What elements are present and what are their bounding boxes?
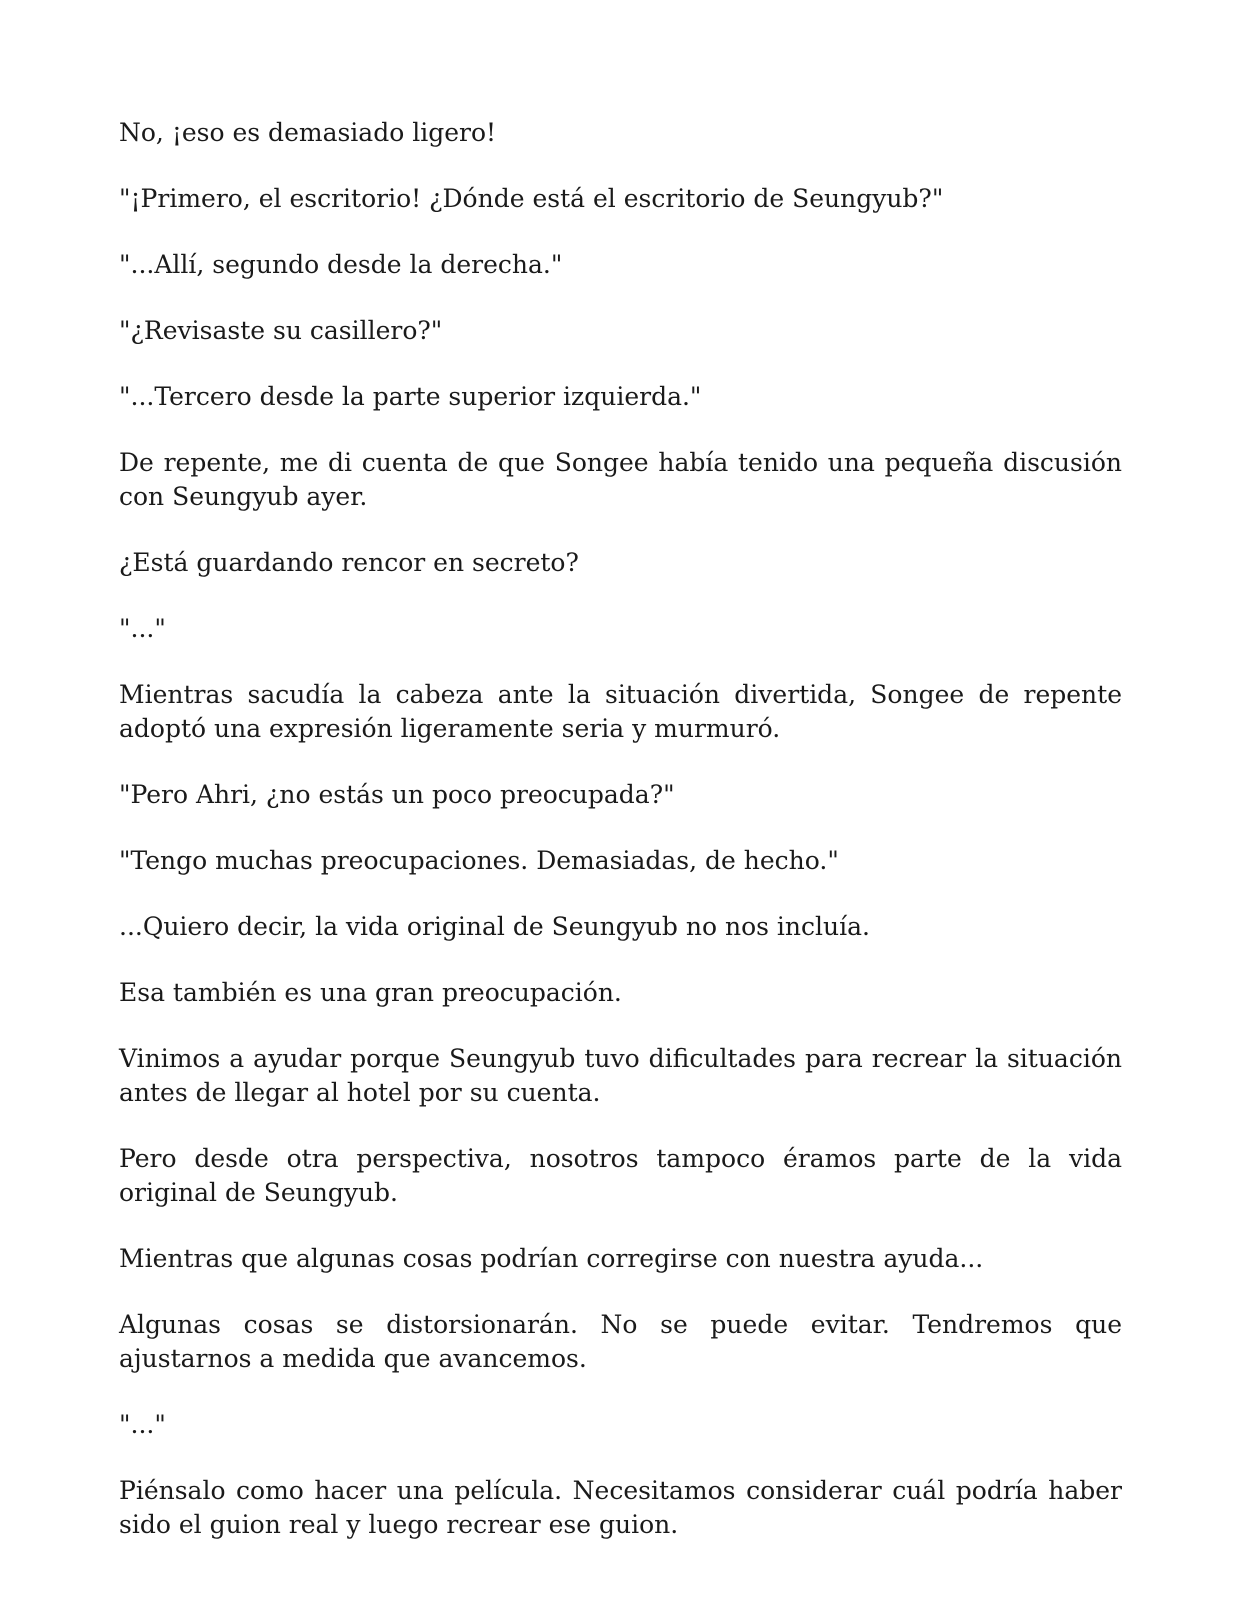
paragraph: Mientras sacudía la cabeza ante la situación divertida, Songee de repente adoptó una expresión ligeramente seria y murmuró. [119,680,1122,743]
paragraph: Algunas cosas se distorsionarán. No se puede evitar. Tendremos que ajustarnos a medida que avancemos. [119,1310,1122,1373]
paragraph: Pero desde otra perspectiva, nosotros tampoco éramos parte de la vida original de Seungyub. [119,1144,1122,1207]
paragraph: ...Quiero decir, la vida original de Seungyub no nos incluía. [119,912,870,941]
paragraph: "Pero Ahri, ¿no estás un poco preocupada?" [119,780,675,809]
paragraph: "..." [119,614,166,643]
paragraph: Piénsalo como hacer una película. Necesitamos considerar cuál podría haber sido el guion real y luego recrear ese guion. [119,1476,1122,1539]
paragraph: "...Allí, segundo desde la derecha." [119,250,563,279]
paragraph: De repente, me di cuenta de que Songee había tenido una pequeña discusión con Seungyub ayer. [119,448,1122,511]
paragraph: ¿Está guardando rencor en secreto? [119,548,579,577]
paragraph: "¿Revisaste su casillero?" [119,316,443,345]
paragraph: "¡Primero, el escritorio! ¿Dónde está el escritorio de Seungyub?" [119,184,944,213]
paragraph: Vinimos a ayudar porque Seungyub tuvo dificultades para recrear la situación antes de llegar al hotel por su cuenta. [119,1044,1122,1107]
paragraph: "Tengo muchas preocupaciones. Demasiadas, de hecho." [119,846,839,875]
paragraph: Mientras que algunas cosas podrían corregirse con nuestra ayuda... [119,1244,984,1273]
paragraph: Esa también es una gran preocupación. [119,978,622,1007]
paragraph: "...Tercero desde la parte superior izquierda." [119,382,702,411]
paragraph: No, ¡eso es demasiado ligero! [119,118,497,147]
paragraph: "..." [119,1410,166,1439]
body-text [119,116,1122,1574]
